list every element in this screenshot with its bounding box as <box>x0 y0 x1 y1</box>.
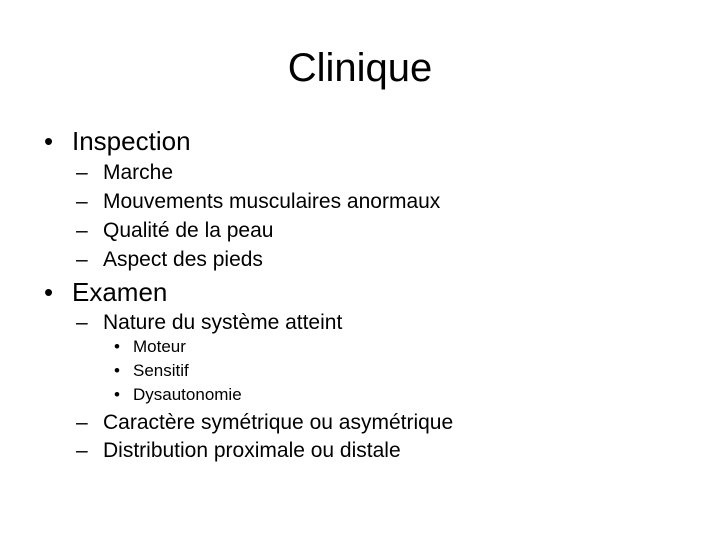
bullet-icon: • <box>44 277 54 307</box>
list-item-label: Qualité de la peau <box>103 219 274 242</box>
list-item-label: Marche <box>103 161 174 184</box>
dash-icon: – <box>76 248 88 271</box>
list-item-label: Nature du système atteint <box>103 311 343 334</box>
bullet-icon: • <box>114 361 120 380</box>
list-item-label: Mouvements musculaires anormaux <box>103 190 441 213</box>
section-label: Examen <box>72 277 168 307</box>
sub-list-item-label: Dysautonomie <box>133 385 242 404</box>
bullet-icon: • <box>114 385 120 404</box>
dash-icon: – <box>76 219 88 242</box>
sub-list-item-label: Sensitif <box>133 361 189 380</box>
dash-icon: – <box>76 161 88 184</box>
bullet-icon: • <box>114 337 120 356</box>
bullet-icon: • <box>44 126 54 156</box>
dash-icon: – <box>76 439 88 462</box>
dash-icon: – <box>76 311 88 334</box>
section-label: Inspection <box>72 126 191 156</box>
sub-list-item-label: Moteur <box>133 337 186 356</box>
slide-title: Clinique <box>287 46 433 90</box>
list-item-label: Distribution proximale ou distale <box>103 439 401 462</box>
list-item-label: Caractère symétrique ou asymétrique <box>103 411 454 434</box>
list-item-label: Aspect des pieds <box>103 248 263 271</box>
dash-icon: – <box>76 190 88 213</box>
dash-icon: – <box>76 411 88 434</box>
